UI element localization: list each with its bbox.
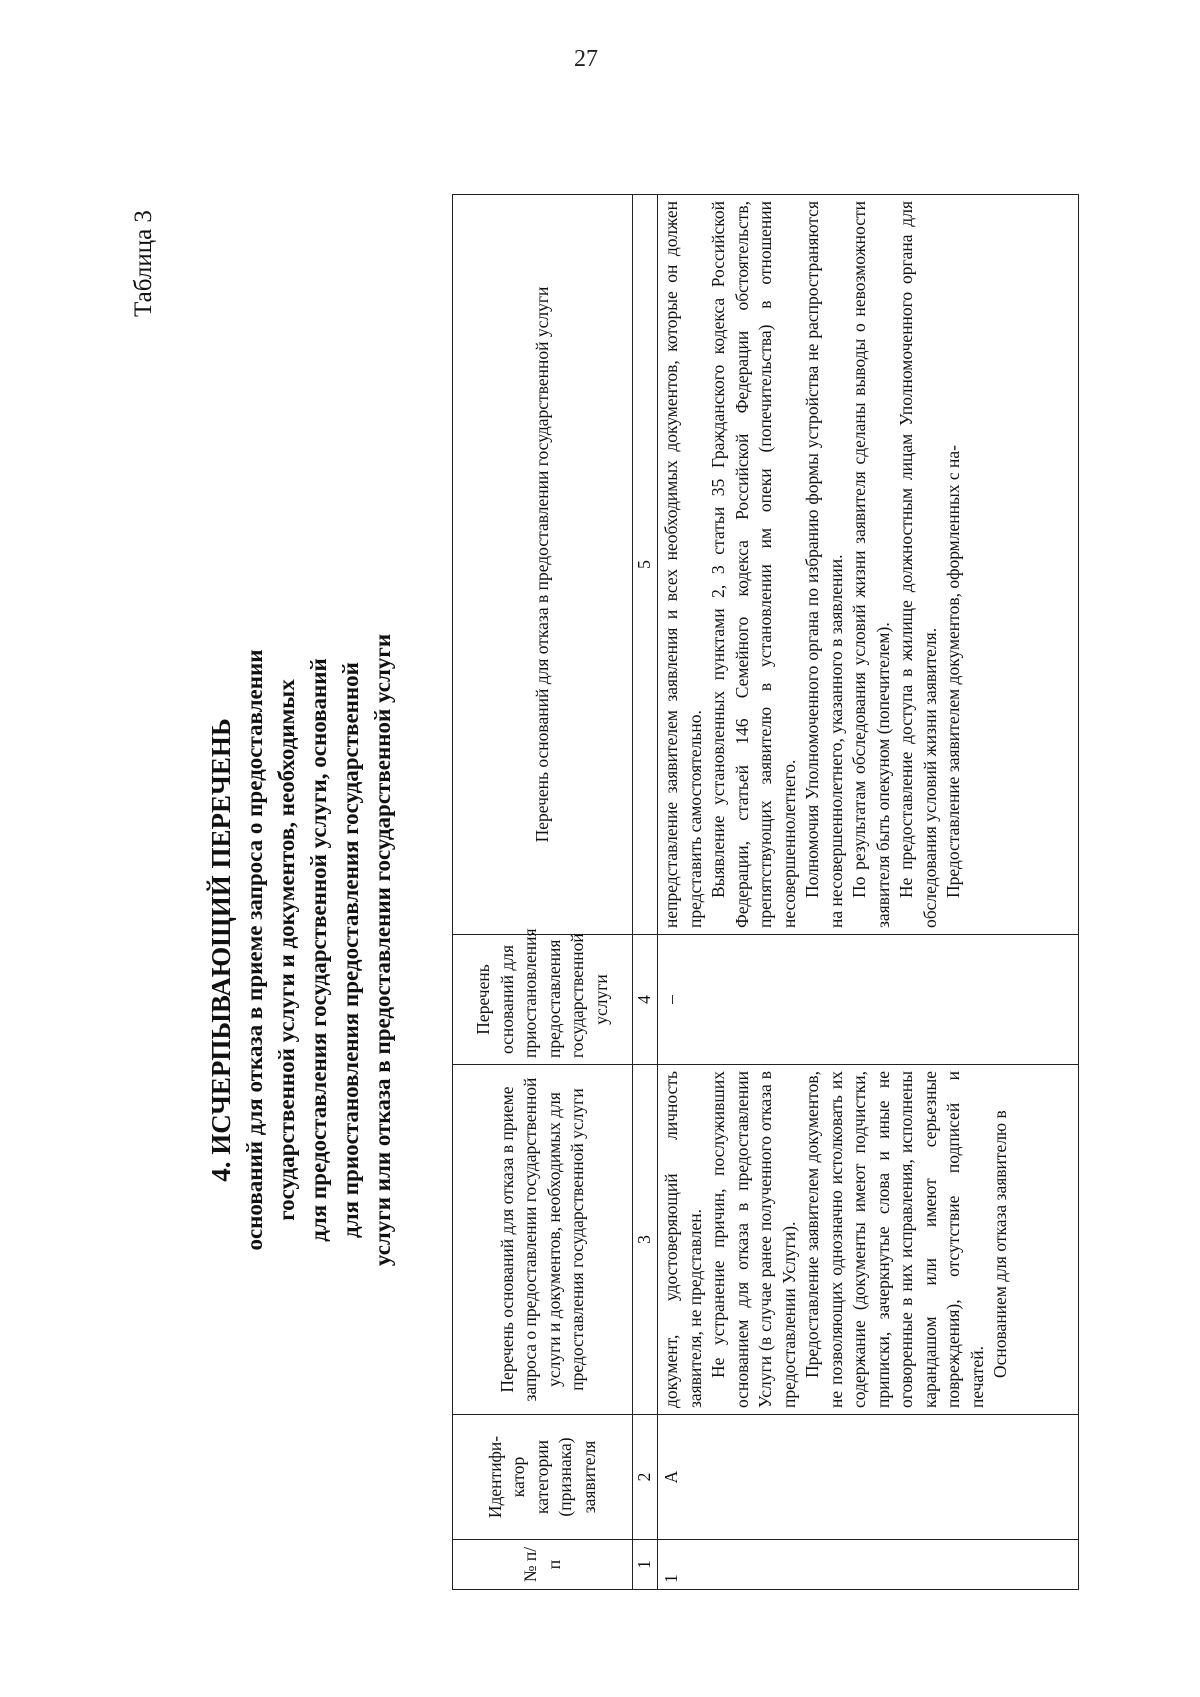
subtitle-line: для предоставления государственной услуги, оснований [306, 658, 331, 1242]
subtitle-line: оснований для отказа в приеме запроса о предоставлении [242, 649, 267, 1251]
refusal-service-cell [658, 195, 1079, 935]
refusal-acceptance-paragraph: документ, удостоверяющий личность заявителя, не представлен. [661, 1071, 705, 1408]
rotated-sheet [80, 105, 1140, 1665]
header-cell-category: Идентифи-катор категории (признака) заявителя [453, 1415, 633, 1540]
refusal-service-paragraph: Предоставление заявителем документов, оформленных с на- [943, 445, 963, 898]
subtitle-line: для приостановления предоставления государственной [338, 662, 363, 1238]
column-number-row [633, 195, 658, 1590]
refusal-acceptance-paragraph: Предоставление заявителем документов, не позволяющих однозначно истолковать их содержание (документы имеют подчистки, приписки, зачеркнутые слова и иные не оговоренные в них исправления, исполнены карандашом или имеют серьезные повреждения), отсутствие подписей и печатей. [802, 1071, 987, 1408]
category-cell: А [658, 1415, 1079, 1540]
column-number: 5 [633, 195, 658, 935]
column-number: 1 [633, 1540, 658, 1590]
grounds-table [452, 194, 1079, 1590]
title-block [205, 445, 399, 1455]
header-cell-number: № п/п [453, 1540, 633, 1590]
column-number: 3 [633, 1065, 658, 1415]
refusal-service-paragraph: непредставление заявителем заявления и всех необходимых документов, которые он должен представить самостоятельно. [661, 201, 705, 928]
page-number: 27 [574, 46, 598, 72]
header-cell-suspension: Перечень оснований для приостановления предоставления государственной услуги [453, 935, 633, 1065]
header-cell-refusal-service: Перечень оснований для отказа в предоставлении государственной услуги [453, 195, 633, 935]
refusal-service-paragraph: Не предоставление доступа в жилище должностным лицам Уполномоченного органа для обследования условий жизни заявителя. [896, 201, 940, 928]
row-number-cell: 1 [658, 1540, 1079, 1590]
table-header-row [453, 195, 633, 1590]
table-number: Таблица 3 [130, 210, 157, 317]
refusal-service-paragraph: По результатам обследования условий жизни заявителя сделаны выводы о невозможности заявителя быть опекуном (попечителем). [849, 201, 893, 928]
subtitle-line: услуги или отказа в предоставлении государственной услуги [370, 633, 395, 1267]
refusal-acceptance-cell [658, 1065, 1079, 1415]
refusal-acceptance-paragraph: Основанием для отказа заявителю в [990, 1110, 1010, 1378]
column-number: 2 [633, 1415, 658, 1540]
table-row [658, 195, 1079, 1590]
refusal-service-paragraph: Выявление установленных пунктами 2, 3 статьи 35 Гражданского кодекса Российской Федерации, статьей 146 Семейного кодекса Российской Федерации обстоятельств, препятствующих заявителю в установлении им опеки (попечительства) в отношении несовершеннолетнего. [708, 201, 799, 928]
subtitle-line: государственной услуги и документов, необходимых [274, 679, 299, 1221]
suspension-cell: – [658, 935, 1079, 1065]
refusal-service-paragraph: Полномочия Уполномоченного органа по избранию формы устройства не распространяются на несовершеннолетнего, указанного в заявлении. [802, 201, 846, 928]
refusal-acceptance-paragraph: Не устранение причин, послуживших основанием для отказа в предоставлении Услуги (в случае ранее полученного отказа в предоставлении Услуги). [708, 1071, 799, 1408]
header-cell-refusal-acceptance: Перечень оснований для отказа в приеме запроса о предоставлении государственной услуги и документов, необходимых для предоставления государственной услуги [453, 1065, 633, 1415]
document-title: 4. ИСЧЕРПЫВАЮЩИЙ ПЕРЕЧЕНЬ [206, 718, 236, 1182]
column-number: 4 [633, 935, 658, 1065]
